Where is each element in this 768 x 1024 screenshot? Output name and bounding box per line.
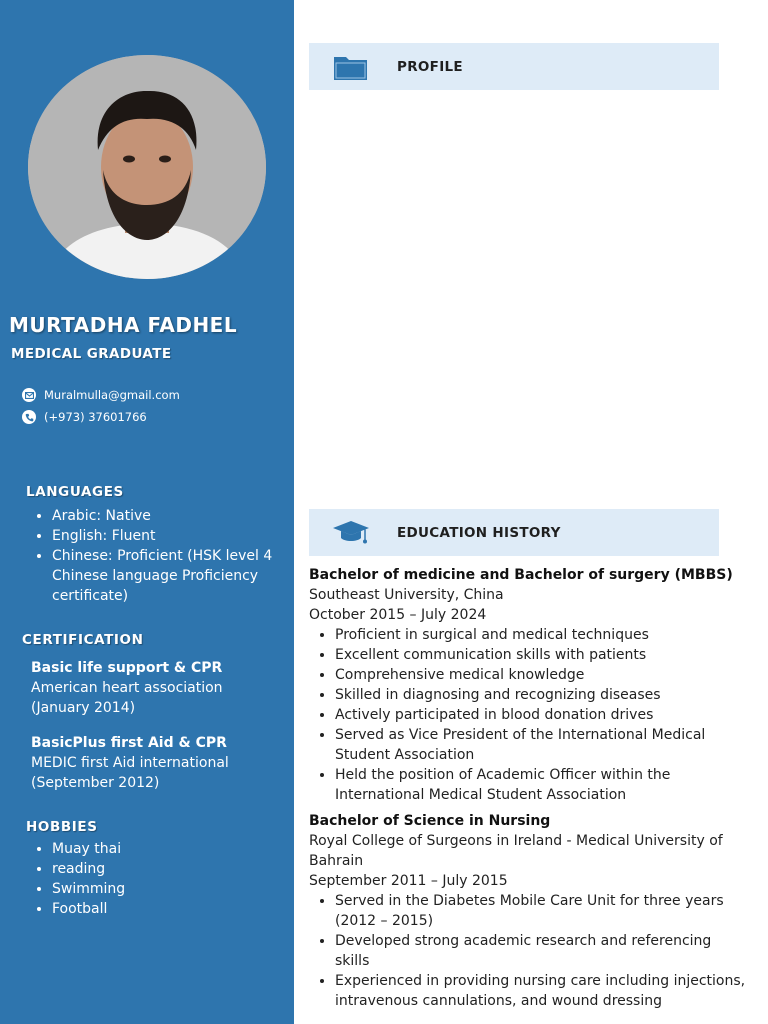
avatar-illustration: [28, 55, 266, 279]
hobby-item: • reading: [52, 859, 282, 879]
achievement-item: • Served as Vice President of the International Medical Student Association: [335, 725, 749, 765]
achievement-item: • Experienced in providing nursing care including injections, intravenous cannulations, and wound dressing: [335, 971, 749, 1011]
certification-heading: CERTIFICATION: [22, 632, 144, 648]
achievement-list: [309, 891, 749, 1011]
hobbies-heading: HOBBIES: [26, 819, 98, 835]
hobby-item: • Football: [52, 899, 282, 919]
study-dates: September 2011 – July 2015: [309, 873, 508, 889]
email-row: [22, 388, 180, 402]
education-section-header: [309, 509, 719, 556]
language-item: • Chinese: Proficient (HSK level 4 Chinese language Proficiency certificate): [52, 546, 282, 606]
achievement-item: • Held the position of Academic Officer within the International Medical Student Association: [335, 765, 749, 805]
achievement-item: • Excellent communication skills with patients: [335, 645, 749, 665]
candidate-title: MEDICAL GRADUATE: [11, 346, 172, 362]
folder-icon: [331, 53, 371, 81]
achievement-item: • Skilled in diagnosing and recognizing diseases: [335, 685, 749, 705]
hobbies-list: [30, 839, 282, 919]
hobby-item: • Swimming: [52, 879, 282, 899]
candidate-name: MURTADHA FADHEL: [9, 313, 238, 337]
phone-icon: [22, 410, 36, 424]
degree-title: Bachelor of Science in Nursing: [309, 813, 551, 829]
profile-photo: [28, 55, 266, 279]
achievement-list: [309, 625, 749, 805]
phone-number[interactable]: (+973) 37601766: [44, 410, 147, 424]
certification-item: [31, 658, 271, 718]
education-entry: [309, 811, 749, 1011]
language-item: • Arabic: Native: [52, 506, 282, 526]
certification-title: Basic life support & CPR: [31, 660, 223, 676]
education-entry: [309, 565, 749, 805]
email-icon: [22, 388, 36, 402]
study-dates: October 2015 – July 2024: [309, 607, 487, 623]
languages-heading: LANGUAGES: [26, 484, 124, 500]
certification-title: BasicPlus first Aid & CPR: [31, 735, 227, 751]
sidebar: [0, 0, 294, 1024]
school-name: Southeast University, China: [309, 587, 504, 603]
certification-org: MEDIC first Aid international: [31, 755, 229, 771]
profile-section-header: [309, 43, 719, 90]
achievement-item: • Served in the Diabetes Mobile Care Unit for three years (2012 – 2015): [335, 891, 749, 931]
email-address[interactable]: Muralmulla@gmail.com: [44, 388, 180, 402]
school-name: Royal College of Surgeons in Ireland - Medical University of Bahrain: [309, 833, 723, 869]
language-item: • English: Fluent: [52, 526, 282, 546]
certification-item: [31, 733, 271, 793]
languages-list: [30, 506, 282, 606]
graduation-cap-icon: [331, 520, 371, 546]
certification-org: American heart association: [31, 680, 223, 696]
education-heading: EDUCATION HISTORY: [397, 524, 561, 541]
achievement-item: • Developed strong academic research and referencing skills: [335, 931, 749, 971]
hobby-item: • Muay thai: [52, 839, 282, 859]
certification-date: (January 2014): [31, 700, 136, 716]
achievement-item: • Comprehensive medical knowledge: [335, 665, 749, 685]
achievement-item: • Actively participated in blood donation drives: [335, 705, 749, 725]
achievement-item: • Proficient in surgical and medical techniques: [335, 625, 749, 645]
degree-title: Bachelor of medicine and Bachelor of surgery (MBBS): [309, 567, 733, 583]
certification-date: (September 2012): [31, 775, 160, 791]
phone-row: [22, 410, 147, 424]
profile-heading: PROFILE: [397, 58, 463, 75]
